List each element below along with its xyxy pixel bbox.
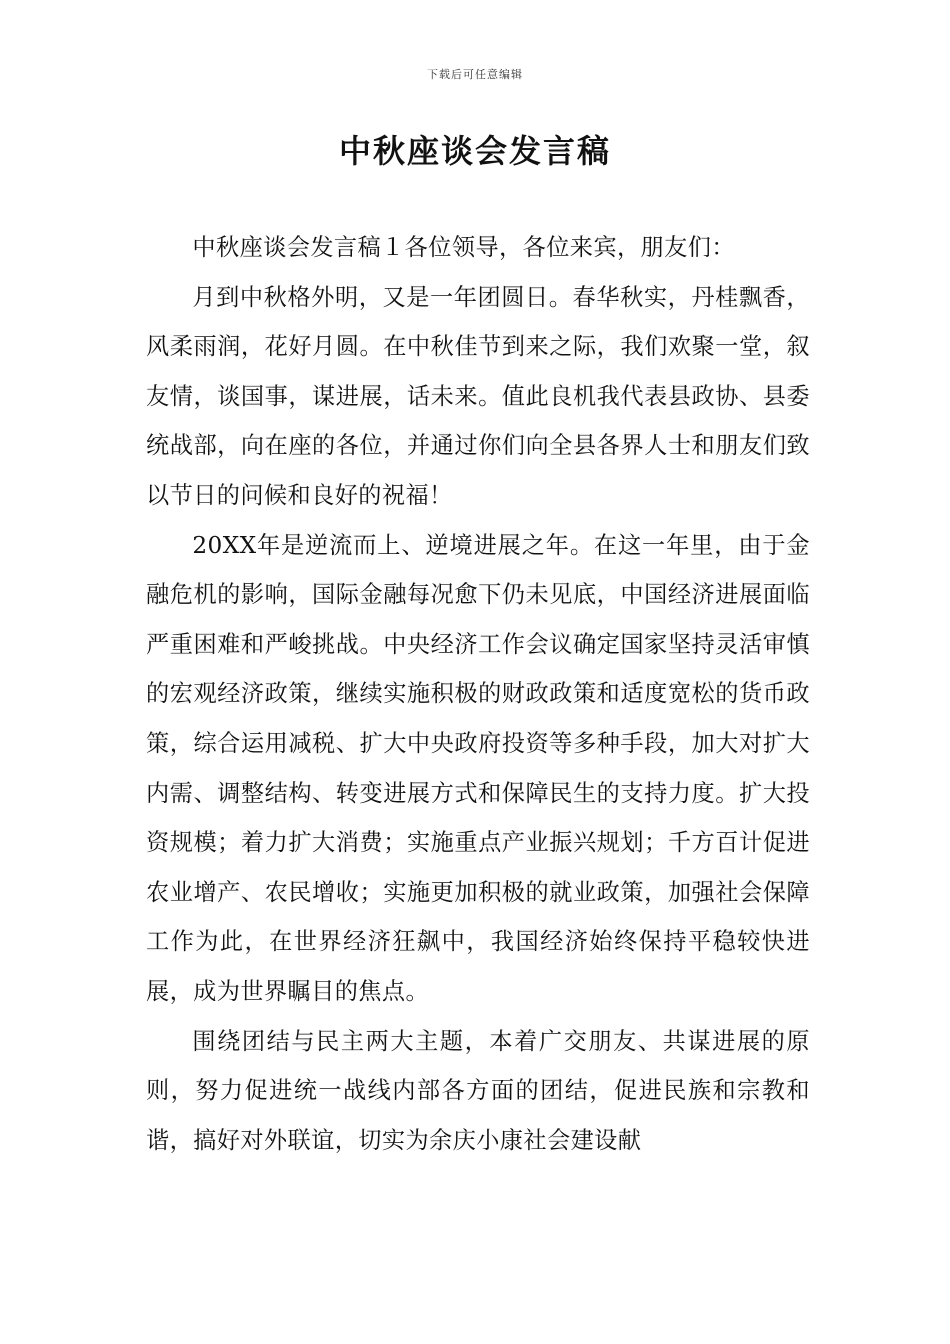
paragraph-1: 中秋座谈会发言稿１各位领导，各位来宾，朋友们： [192,234,735,261]
paragraph-3: 20XX年是逆流而上、逆境进展之年。在这一年里，由于金融危机的影响，国际金融每况愈下仍未见底，中国经济进展面临严重困难和严峻挑战。中央经济工作会议确定国家坚持灵活审慎的宏观经济政策，继续实施积极的财政政策和适度宽松的货币政策，综合运用减税、扩大中央政府投资等多种手段，加大对扩大内需、调整结构、转变进展方式和保障民生的支持力度。扩大投资规模；着力扩大消费；实施重点产业振兴规划；千方百计促进农业增产、农民增收；实施更加积极的就业政策，加强社会保障工作为此，在世界经济狂飙中，我国经济始终保持平稳较快进展，成为世界瞩目的焦点。 [146,531,810,1005]
document-body [146,223,810,1165]
header-note: 下载后可任意编辑 [427,68,523,81]
paragraph-4: 围绕团结与民主两大主题，本着广交朋友、共谋进展的原则，努力促进统一战线内部各方面的团结，促进民族和宗教和谐，搞好对外联谊，切实为余庆小康社会建设献 [146,1027,810,1154]
document-title: 中秋座谈会发言稿 [338,132,611,170]
paragraph-2: 月到中秋格外明，又是一年团圆日。春华秋实，丹桂飘香，风柔雨润，花好月圆。在中秋佳节到来之际，我们欢聚一堂，叙友情，谈国事，谋进展，话未来。值此良机我代表县政协、县委统战部，向在座的各位，并通过你们向全县各界人士和朋友们致以节日的问候和良好的祝福！ [146,283,810,509]
